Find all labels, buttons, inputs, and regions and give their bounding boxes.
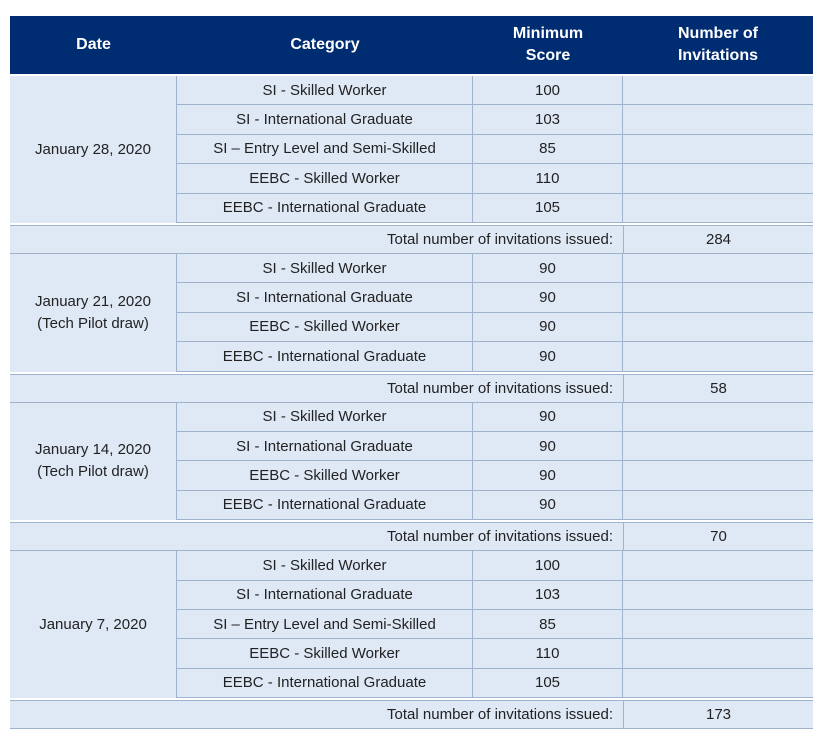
table-row <box>177 610 813 639</box>
table-row <box>177 669 813 698</box>
row-min-score: 103 <box>473 581 623 610</box>
group-date-line1: January 7, 2020 <box>39 615 147 633</box>
table-row <box>177 432 813 461</box>
row-category: SI - Skilled Worker <box>177 551 473 580</box>
row-min-score: 85 <box>473 135 623 164</box>
row-category: EEBC - International Graduate <box>177 669 473 698</box>
header-date: Date <box>76 36 111 53</box>
table-row <box>177 194 813 223</box>
row-invitations <box>623 105 813 134</box>
total-label: Total number of invitations issued: <box>387 528 613 546</box>
table-header <box>10 16 813 74</box>
row-invitations <box>623 283 813 312</box>
row-min-score: 100 <box>473 76 623 105</box>
row-min-score: 110 <box>473 639 623 668</box>
total-value: 284 <box>623 226 813 253</box>
row-category: EEBC - International Graduate <box>177 491 473 520</box>
row-invitations <box>623 491 813 520</box>
table-row <box>177 551 813 580</box>
table-row <box>177 105 813 134</box>
group-date <box>10 551 177 698</box>
header-invitations <box>623 16 813 74</box>
table-row <box>177 342 813 371</box>
total-row <box>10 522 813 551</box>
row-invitations <box>623 135 813 164</box>
total-row <box>10 374 813 403</box>
date-group <box>10 551 813 700</box>
row-category: EEBC - International Graduate <box>177 342 473 371</box>
header-min-score-line1: Minimum <box>512 25 584 42</box>
row-invitations <box>623 76 813 105</box>
total-label: Total number of invitations issued: <box>387 379 613 397</box>
group-date-line1: January 21, 2020 <box>35 292 151 310</box>
row-invitations <box>623 461 813 490</box>
row-min-score: 90 <box>473 432 623 461</box>
header-min-score <box>473 16 623 74</box>
row-invitations <box>623 581 813 610</box>
invitations-table <box>10 16 813 724</box>
total-label: Total number of invitations issued: <box>387 706 613 724</box>
group-date <box>10 403 177 521</box>
row-category: SI - International Graduate <box>177 581 473 610</box>
row-min-score: 85 <box>473 610 623 639</box>
row-min-score: 90 <box>473 283 623 312</box>
row-category: EEBC - Skilled Worker <box>177 313 473 342</box>
row-min-score: 90 <box>473 491 623 520</box>
table-row <box>177 581 813 610</box>
table-row <box>177 403 813 432</box>
row-category: SI - International Graduate <box>177 432 473 461</box>
total-value: 70 <box>623 523 813 550</box>
row-min-score: 100 <box>473 551 623 580</box>
table-row <box>177 491 813 520</box>
group-date <box>10 254 177 372</box>
row-invitations <box>623 194 813 223</box>
row-category: SI - Skilled Worker <box>177 254 473 283</box>
row-min-score: 105 <box>473 669 623 698</box>
table-row <box>177 639 813 668</box>
date-group <box>10 403 813 523</box>
date-group <box>10 254 813 374</box>
table-row <box>177 461 813 490</box>
row-min-score: 90 <box>473 403 623 432</box>
row-min-score: 90 <box>473 342 623 371</box>
row-category: SI - International Graduate <box>177 105 473 134</box>
row-min-score: 90 <box>473 313 623 342</box>
row-category: EEBC - Skilled Worker <box>177 639 473 668</box>
row-invitations <box>623 432 813 461</box>
header-min-score-line2: Score <box>525 47 571 64</box>
row-invitations <box>623 164 813 193</box>
row-min-score: 105 <box>473 194 623 223</box>
row-invitations <box>623 669 813 698</box>
group-date-line1: January 14, 2020 <box>35 441 151 459</box>
row-min-score: 90 <box>473 254 623 283</box>
table-row <box>177 164 813 193</box>
table-row <box>177 135 813 164</box>
group-date <box>10 76 177 223</box>
table-row <box>177 254 813 283</box>
group-date-line1: January 28, 2020 <box>35 140 151 158</box>
table-row <box>177 76 813 105</box>
row-category: SI – Entry Level and Semi-Skilled <box>177 610 473 639</box>
total-row <box>10 700 813 729</box>
row-category: SI - International Graduate <box>177 283 473 312</box>
row-category: SI - Skilled Worker <box>177 76 473 105</box>
row-category: EEBC - Skilled Worker <box>177 164 473 193</box>
row-min-score: 90 <box>473 461 623 490</box>
row-min-score: 110 <box>473 164 623 193</box>
total-row <box>10 225 813 254</box>
header-category: Category <box>290 36 360 53</box>
total-value: 58 <box>623 375 813 402</box>
row-invitations <box>623 342 813 371</box>
table-row <box>177 313 813 342</box>
table-row <box>177 283 813 312</box>
total-label: Total number of invitations issued: <box>387 231 613 248</box>
row-category: EEBC - Skilled Worker <box>177 461 473 490</box>
row-invitations <box>623 610 813 639</box>
date-group <box>10 76 813 225</box>
header-invitations-line1: Number of <box>677 25 758 42</box>
row-min-score: 103 <box>473 105 623 134</box>
row-invitations <box>623 254 813 283</box>
group-date-line2: (Tech Pilot draw) <box>37 314 149 332</box>
row-invitations <box>623 313 813 342</box>
header-invitations-line2: Invitations <box>677 47 758 64</box>
row-category: SI – Entry Level and Semi-Skilled <box>177 135 473 164</box>
row-invitations <box>623 551 813 580</box>
row-category: SI - Skilled Worker <box>177 403 473 432</box>
row-category: EEBC - International Graduate <box>177 194 473 223</box>
row-invitations <box>623 639 813 668</box>
group-date-line2: (Tech Pilot draw) <box>37 463 149 481</box>
row-invitations <box>623 403 813 432</box>
total-value: 173 <box>623 701 813 728</box>
